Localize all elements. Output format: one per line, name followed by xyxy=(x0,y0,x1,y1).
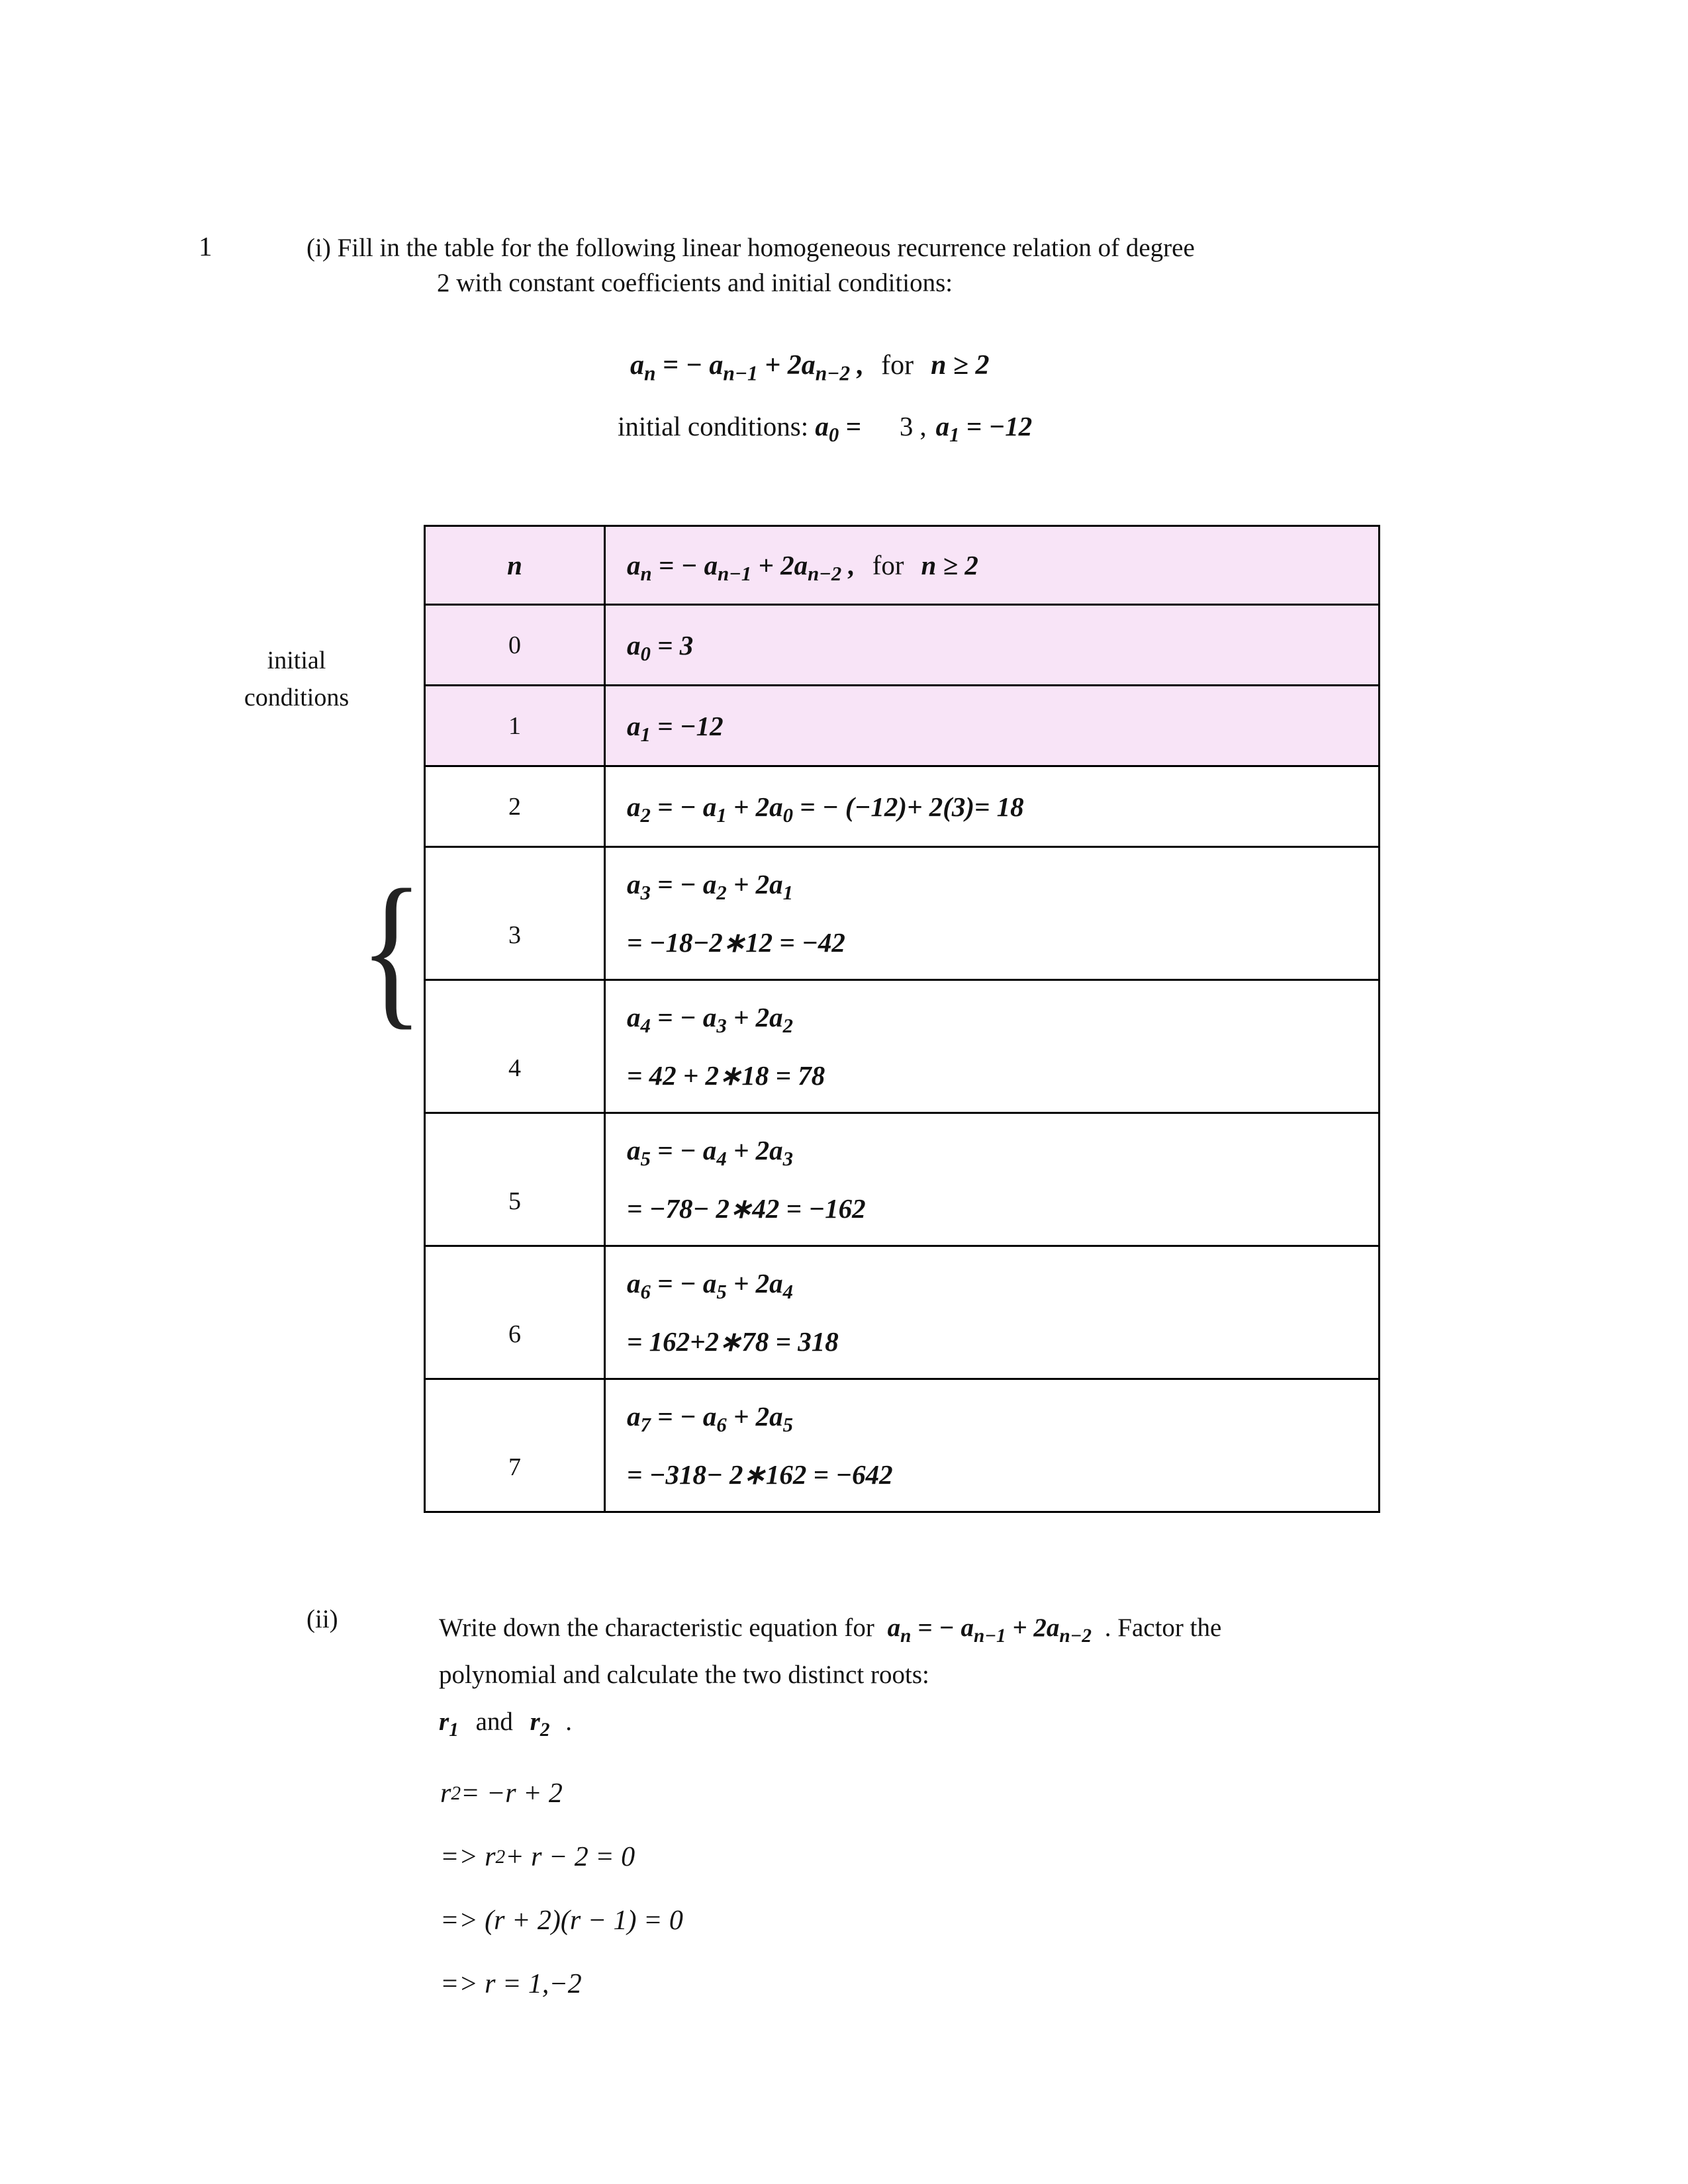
formula-line: $a_1 = -12$ xyxy=(627,710,724,746)
side-label-line2: conditions xyxy=(244,684,350,711)
formula-line: $a_3$ = − $a_2 + 2a_1$ xyxy=(627,869,793,905)
formula-cell xyxy=(606,848,1378,979)
table-row xyxy=(426,1245,1378,1378)
formula-cell xyxy=(606,606,1378,684)
n-value-cell: 4 xyxy=(426,981,606,1112)
problem-number: 1 xyxy=(199,231,212,261)
work-line-3: => (r + 2)(r − 1) = 0 xyxy=(440,1905,683,1936)
part-ii-text-after: . Factor the xyxy=(1104,1614,1222,1642)
n-value-cell: 1 xyxy=(426,686,606,765)
initial-conditions-side-label xyxy=(211,642,383,716)
a0-equation: $a_0$ = xyxy=(815,411,861,447)
characteristic-equation-work xyxy=(440,1762,683,2016)
recurrence-condition: n ≥ 2 xyxy=(931,350,990,381)
n-value-cell: 5 xyxy=(426,1114,606,1245)
header-formula: $a_n$ = − $a_{n-1} + 2a_{n-2}$ , xyxy=(627,550,855,586)
header-for-word: for xyxy=(872,550,904,580)
recurrence-formula: $a_n$ = − $a_{n-1} + 2a_{n-2}$ , xyxy=(630,350,865,385)
work-line-2: => r 2 + r − 2 = 0 xyxy=(440,1842,635,1872)
side-label-line1: initial xyxy=(267,647,326,674)
formula-line: = −318− 2∗162 = −642 xyxy=(627,1459,893,1490)
formula-line: $a_2$ = − $a_1 + 2a_0$ = − (−12)+ 2(3)= 18 xyxy=(627,791,1024,827)
part-ii-line1 xyxy=(439,1604,1524,1651)
part-ii-line2: polynomial and calculate the two distinct roots: xyxy=(439,1661,929,1689)
n-value-cell: 0 xyxy=(426,606,606,684)
table-header-row xyxy=(426,527,1378,604)
formula-line: = −18−2∗12 = −42 xyxy=(627,927,845,958)
work-line-1: r 2 = −r + 2 xyxy=(440,1778,563,1809)
formula-line: $a_0 = 3$ xyxy=(627,629,694,665)
formula-cell xyxy=(606,1247,1378,1378)
n-header-label: n xyxy=(507,550,522,580)
n-value-cell: 3 xyxy=(426,848,606,979)
part-ii-label: (ii) xyxy=(306,1605,338,1633)
a1-equation: $a_1 = -12$ xyxy=(935,411,1033,447)
for-word: for xyxy=(881,350,914,381)
separator-comma: , xyxy=(919,411,927,441)
formula-cell xyxy=(606,686,1378,765)
part-ii-text-before: Write down the characteristic equation for xyxy=(439,1614,874,1642)
formula-line: $a_5$ = − $a_4 + 2a_3$ xyxy=(627,1135,793,1171)
formula-line: $a_7$ = − $a_6 + 2a_5$ xyxy=(627,1401,793,1437)
part-ii-inline-formula: $a_n$ = − $a_{n-1} + 2a_{n-2}$ xyxy=(887,1614,1092,1647)
recurrence-equation xyxy=(630,349,990,385)
table-row xyxy=(426,1112,1378,1245)
recurrence-table xyxy=(424,525,1380,1513)
header-condition: n ≥ 2 xyxy=(921,550,978,580)
formula-cell xyxy=(606,981,1378,1112)
table-row xyxy=(426,1378,1378,1511)
n-value-cell: 6 xyxy=(426,1247,606,1378)
and-word: and xyxy=(475,1707,513,1736)
part-i-prompt-line1: (i) Fill in the table for the following linear homogeneous recurrence relation of degree xyxy=(306,234,1195,262)
formula-cell xyxy=(606,1114,1378,1245)
formula-line: = −78− 2∗42 = −162 xyxy=(627,1193,866,1224)
formula-cell xyxy=(606,1380,1378,1511)
part-i-prompt-line2: 2 with constant coefficients and initial conditions: xyxy=(437,269,953,297)
part-ii-line3 xyxy=(439,1698,1524,1745)
sentence-period: . xyxy=(565,1707,572,1736)
table-row xyxy=(426,979,1378,1112)
n-value-cell: 2 xyxy=(426,767,606,846)
a0-value: 3 xyxy=(899,411,914,441)
formula-line: = 162+2∗78 = 318 xyxy=(627,1326,839,1357)
initial-conditions-label: initial conditions: xyxy=(618,411,816,441)
formula-line: = 42 + 2∗18 = 78 xyxy=(627,1060,825,1091)
table-row xyxy=(426,765,1378,846)
root-r2: $r_2$ xyxy=(530,1707,550,1741)
n-value-cell: 7 xyxy=(426,1380,606,1511)
formula-header-cell xyxy=(606,527,1378,604)
n-header-cell xyxy=(426,527,606,604)
initial-conditions-line xyxy=(618,410,1033,447)
root-r1: $r_1$ xyxy=(439,1707,459,1741)
part-ii-prompt xyxy=(439,1604,1524,1745)
formula-line: $a_4$ = − $a_3 + 2a_2$ xyxy=(627,1002,793,1038)
table-row xyxy=(426,846,1378,979)
table-row xyxy=(426,684,1378,765)
curly-brace-icon: { xyxy=(359,854,424,1044)
work-line-4: => r = 1,−2 xyxy=(440,1969,582,1999)
formula-line: $a_6$ = − $a_5 + 2a_4$ xyxy=(627,1268,793,1304)
formula-cell xyxy=(606,767,1378,846)
table-row xyxy=(426,604,1378,684)
